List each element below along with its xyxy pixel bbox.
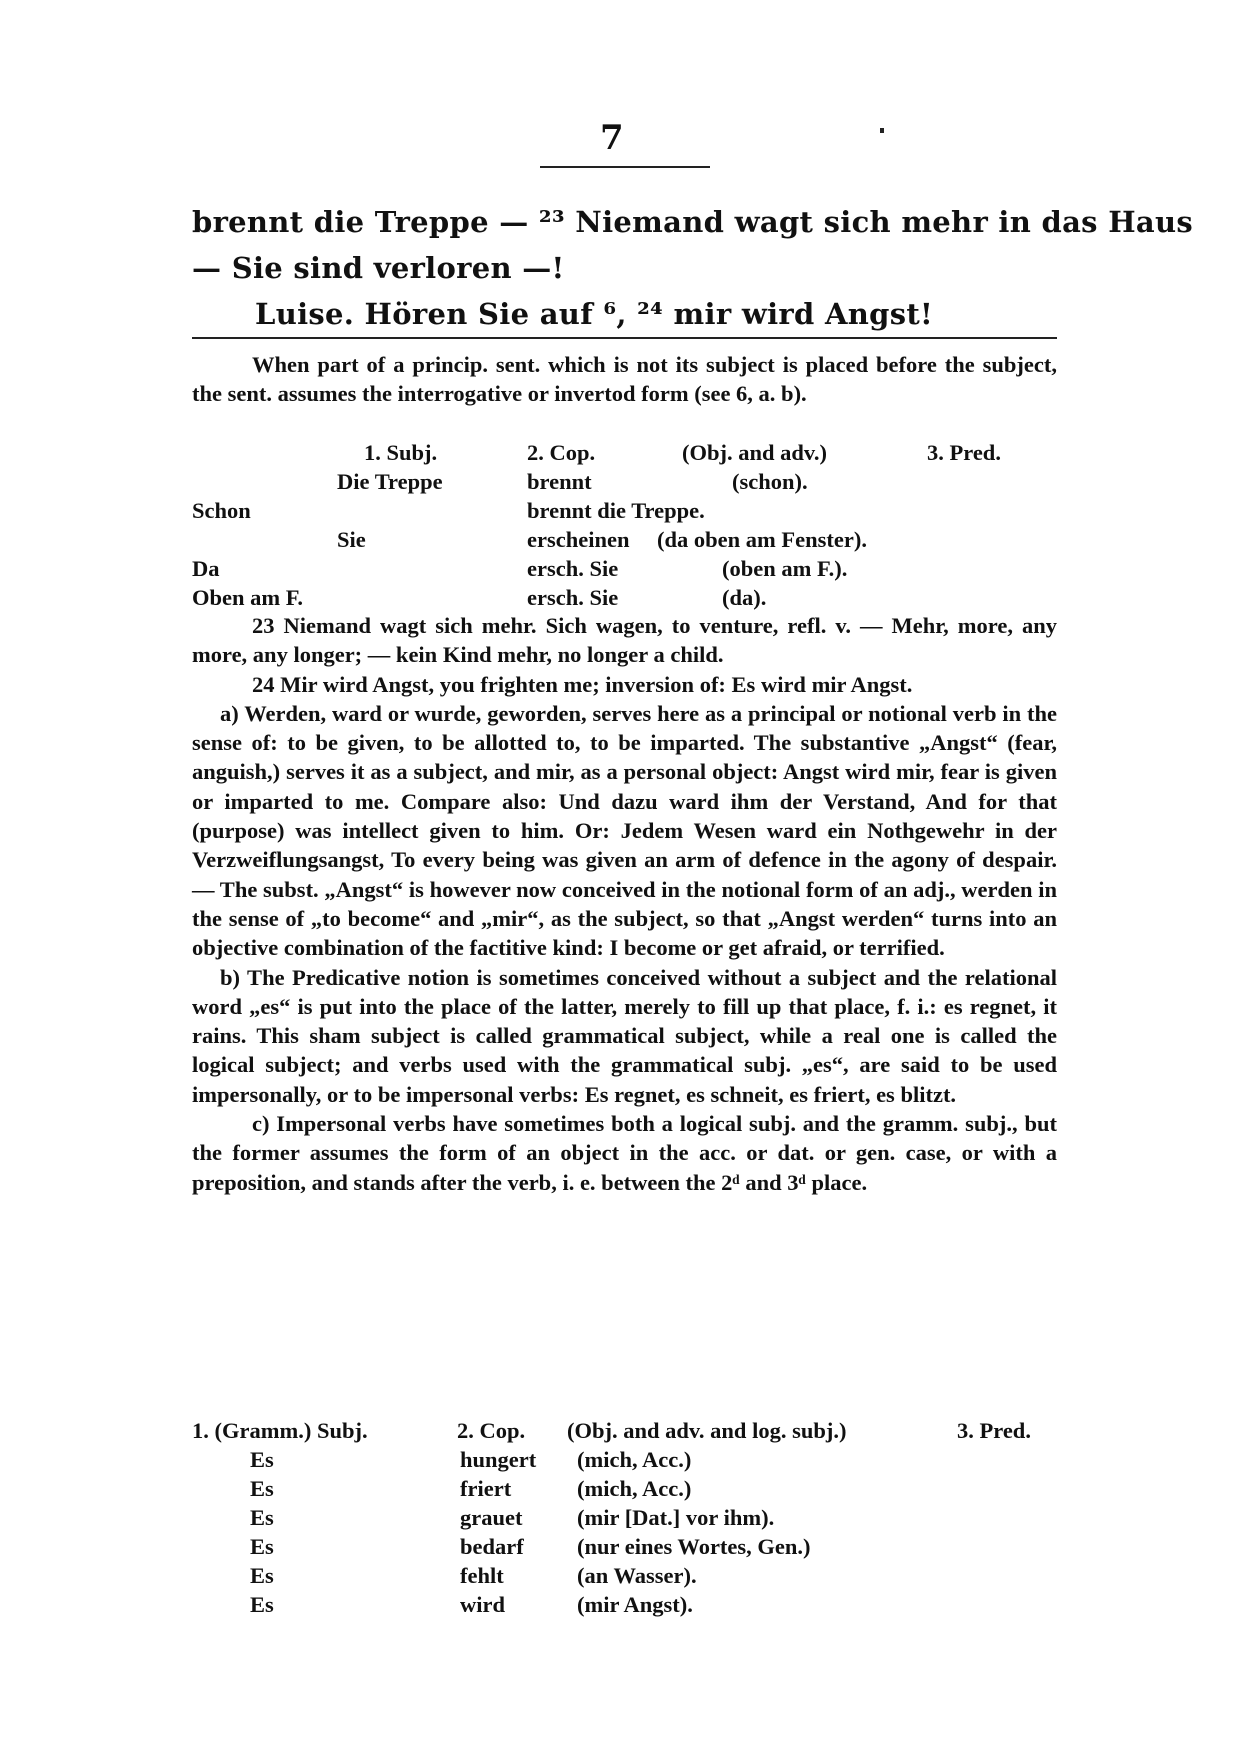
cell-subj: Es (250, 1563, 274, 1588)
header-cop: 2. Cop. (527, 440, 596, 465)
header-pred: 3. Pred. (927, 440, 1001, 465)
cell-obj: (oben am F.). (722, 556, 848, 581)
cell-subj: Sie (337, 527, 366, 552)
note-24: 24 Mir wird Angst, you frighten me; inversion of: Es wird mir Angst. (252, 671, 913, 697)
cell-cop: friert (460, 1476, 512, 1501)
table-row (192, 583, 1057, 612)
cell-cop: fehlt (460, 1563, 504, 1588)
table-row (192, 1532, 1057, 1561)
table-row (192, 1590, 1057, 1619)
cell-obj: (schon). (732, 469, 808, 494)
cell-subj: Es (250, 1476, 274, 1501)
header-obj: (Obj. and adv.) (682, 440, 828, 465)
cell-pre: Oben am F. (192, 585, 304, 610)
footnote-separator (192, 337, 1057, 339)
cell-obj: (nur eines Wortes, Gen.) (577, 1534, 811, 1559)
header-subj: 1. Subj. (364, 440, 438, 465)
note-24-b: b) The Predicative notion is sometimes conceived without a subject and the relational word „es“ is put into the place of the latter, merely to fill up that place, f. i.: es regnet, it rains. This sham subject is called grammatical subject, while a real one is called the logical subject; and verbs used with the grammatical subj. „es“, are said to be used impersonally, or to be impersonal verbs: Es regnet, es schneit, es friert, es blitzt. (192, 964, 1057, 1107)
table-row (192, 1474, 1057, 1503)
cell-pre: Schon (192, 498, 251, 523)
cell-subj: Es (250, 1592, 274, 1617)
cell-obj: (mich, Acc.) (577, 1476, 692, 1501)
cell-cop: ersch. Sie (527, 556, 619, 581)
table-row (192, 554, 1057, 583)
note-intro (192, 350, 1057, 409)
paragraph-inversion-rule: When part of a princip. sent. which is not its subject is placed before the subject, the sent. assumes the interrogative or invertod form (see 6, a. b). (192, 352, 1057, 407)
play-line-2: — Sie sind verloren —! (192, 251, 565, 285)
play-line-1: brennt die Treppe — ²³ Niemand wagt sich mehr in das Haus (192, 205, 1194, 239)
cell-subj: Es (250, 1505, 274, 1530)
cell-cop: ersch. Sie (527, 585, 619, 610)
header-obj-log-subj: (Obj. and adv. and log. subj.) (567, 1418, 847, 1443)
note-23: 23 Niemand wagt sich mehr. Sich wagen, to venture, refl. v. — Mehr, more, any more, any longer; — kein Kind mehr, no longer a child. (192, 613, 1057, 668)
note-24-a: a) Werden, ward or wurde, geworden, serves here as a principal or notional verb in the sense of: to be given, to be allotted to, to be imparted. The substantive „Angst“ (fear, anguish,) serves it as a subject, and mir, as a personal object: Angst wird mir, fear is given or imparted to me. Compare also: Und dazu ward ihm der Verstand, And for that (purpose) was intellect given to him. Or: Jedem Wesen ward ein Nothgewehr in der Verzweiflungsangst, To every being was given an arm of defence in the agony of despair. — The subst. „Angst“ is however now conceived in the notional form of an adj., werden in the sense of „to become“ and „mir“, as the subject, so that „Angst werden“ turns into an objective combination of the factitive kind: I become or get afraid, or terrified. (192, 700, 1057, 961)
page-number-rule (540, 166, 710, 168)
ink-speck (880, 128, 884, 133)
header-gramm-subj: 1. (Gramm.) Subj. (192, 1418, 368, 1443)
table-header-row (192, 438, 1057, 467)
header-pred: 3. Pred. (957, 1418, 1031, 1443)
table-row (192, 496, 1057, 525)
cell-obj: (mir Angst). (577, 1592, 693, 1617)
cell-cop: erscheinen (527, 527, 630, 552)
table-row (192, 467, 1057, 496)
note-24-c: c) Impersonal verbs have sometimes both a logical subj. and the gramm. subj., but the former assumes the form of an object in the acc. or dat. or gen. case, or with a preposition, and stands after the verb, i. e. between the 2ᵈ and 3ᵈ place. (192, 1111, 1057, 1195)
table-row (192, 1445, 1057, 1474)
table-row (192, 525, 1057, 554)
cell-pre: Da (192, 556, 220, 581)
play-line-3: Luise. Hören Sie auf ⁶, ²⁴ mir wird Angst! (255, 297, 934, 331)
table-impersonal-verbs (192, 1416, 1057, 1619)
table-word-order (192, 438, 1057, 612)
cell-subj: Es (250, 1534, 274, 1559)
cell-obj: (da). (722, 585, 767, 610)
cell-subj: Die Treppe (337, 469, 443, 494)
cell-cop: grauet (460, 1505, 523, 1530)
cell-obj: (mich, Acc.) (577, 1447, 692, 1472)
cell-subj: Es (250, 1447, 274, 1472)
cell-cop: brennt die Treppe. (527, 498, 705, 523)
cell-cop: wird (460, 1592, 505, 1617)
cell-obj: (da oben am Fenster). (657, 527, 867, 552)
cell-obj: (mir [Dat.] vor ihm). (577, 1505, 775, 1530)
cell-cop: bedarf (460, 1534, 524, 1559)
page-number: 7 (600, 118, 624, 158)
cell-obj: (an Wasser). (577, 1563, 697, 1588)
cell-cop: brennt (527, 469, 592, 494)
table-row (192, 1503, 1057, 1532)
table-header-row (192, 1416, 1057, 1445)
notes-body (192, 611, 1057, 1197)
cell-cop: hungert (460, 1447, 537, 1472)
table-row (192, 1561, 1057, 1590)
header-cop: 2. Cop. (457, 1418, 526, 1443)
